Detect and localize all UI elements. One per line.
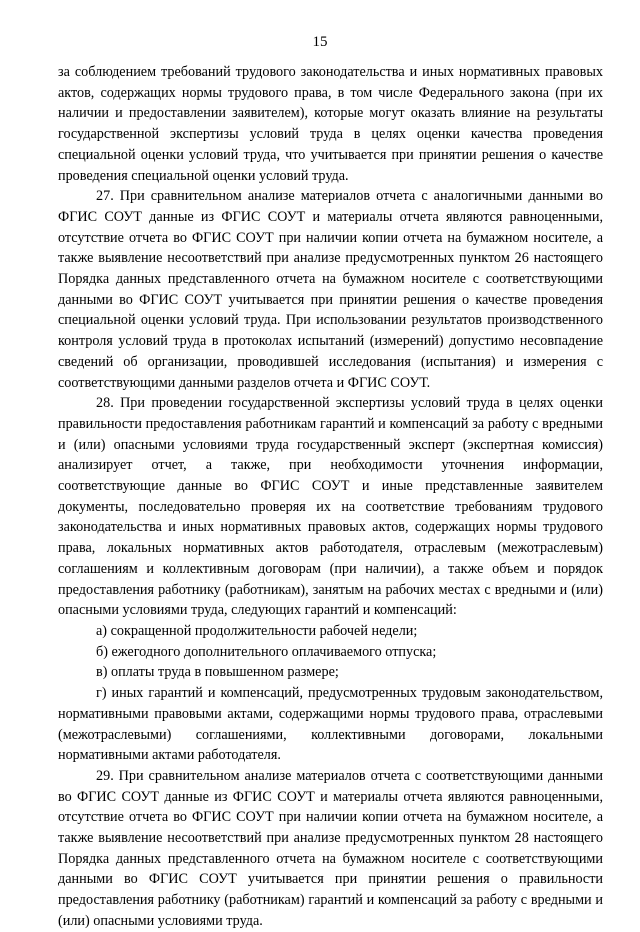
document-body	[58, 62, 603, 932]
paragraph-continuation: за соблюдением требований трудового законодательства и иных нормативных правовых актов, содержащих нормы трудового права, в том числе Федерального закона (при их наличии и предоставлении заявителем), которые могут оказать влияние на результаты государственной экспертизы условий труда в целях оценки качества проведения специальной оценки условий труда, что учитывается при принятии решения о качестве проведения специальной оценки условий труда.	[58, 64, 603, 184]
paragraph-29: 29. При сравнительном анализе материалов отчета с соответствующими данными во ФГИС СОУТ данные из ФГИС СОУТ и материалы отчета являются равноценными, отсутствие отчета во ФГИС СОУТ при наличии копии отчета на бумажном носителе, а также выявление несоответствий при анализе предусмотренных пунктом 28 настоящего Порядка данных представленного отчета на бумажном носителе с соответствующими данными во ФГИС СОУТ учитывается при принятии решения о правильности предоставления работнику (работникам) гарантий и компенсаций за работу с вредными и (или) опасными условиями труда.	[58, 767, 603, 929]
list-item-v: в) оплаты труда в повышенном размере;	[96, 664, 339, 681]
list-item-a: а) сокращенной продолжительности рабочей недели;	[96, 622, 418, 639]
list-item-g: г) иных гарантий и компенсаций, предусмотренных трудовым законодательством, нормативными правовыми актами, содержащими нормы трудового права, отраслевыми (межотраслевыми) соглашениями, коллективными договорами, локальными нормативными актами работодателя.	[58, 685, 603, 764]
list-item-b: б) ежегодного дополнительного оплачиваемого отпуска;	[96, 643, 437, 660]
page-number: 15	[312, 34, 328, 50]
paragraph-28: 28. При проведении государственной экспертизы условий труда в целях оценки правильности предоставления работникам гарантий и компенсаций за работу с вредными и (или) опасными условиями труда государственный эксперт (экспертная комиссия) анализирует отчет, а также, при необходимости уточнения информации, соответствующие данные во ФГИС СОУТ и иные представленные заявителем документы, последовательно проверяя их на соответствие требованиям трудового законодательства и иных нормативных правовых актов, содержащих нормы трудового права, локальных нормативных актов работодателя, отраслевым (межотраслевым) соглашениям и коллективным договорам (при наличии), а также объем и порядок предоставления работнику (работникам), занятым на рабочих местах с вредными и (или) опасными условиями труда, следующих гарантий и компенсаций:	[58, 395, 603, 619]
paragraph-27: 27. При сравнительном анализе материалов отчета с аналогичными данными во ФГИС СОУТ данные из ФГИС СОУТ и материалы отчета являются равноценными, отсутствие отчета во ФГИС СОУТ при наличии копии отчета на бумажном носителе, а также выявление несоответствий при анализе предусмотренных пунктом 26 настоящего Порядка данных представленного отчета на бумажном носителе с соответствующими данными во ФГИС СОУТ учитывается при принятии решения о качестве проведения специальной оценки условий труда. При использовании результатов производственного контроля условий труда в протоколах испытаний (измерений) допустимо несовпадение сведений об организации, проводившей исследования (испытания) и измерения с соответствующими данными разделов отчета и ФГИС СОУТ.	[58, 188, 603, 391]
